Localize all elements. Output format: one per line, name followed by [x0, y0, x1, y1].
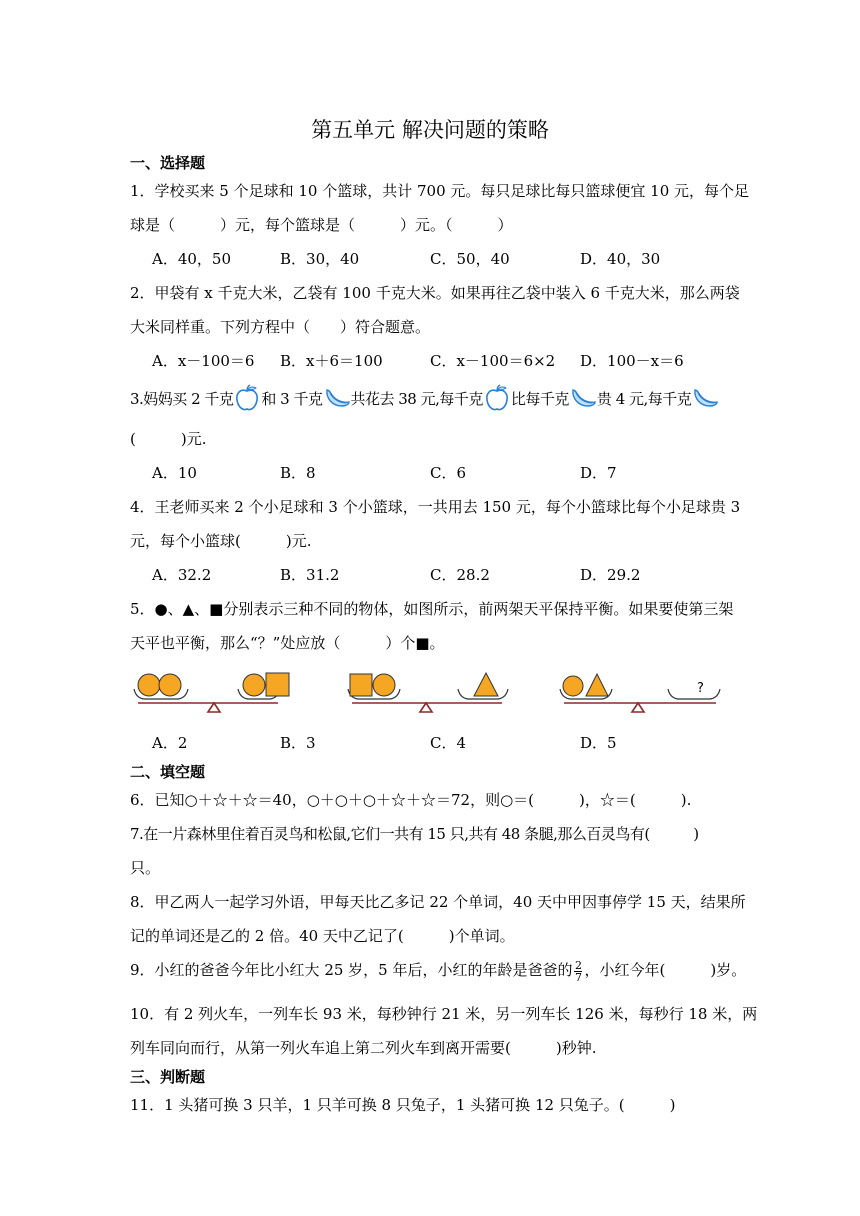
q4-option-d[interactable]: D．29.2: [580, 566, 641, 584]
q10-line1: 10．有 2 列火车，一列车长 93 米，每秒钟行 21 米，另一列车长 126 米，每秒行 18 米，两: [130, 1005, 758, 1023]
q3-option-a[interactable]: A．10: [152, 464, 197, 482]
q5-line1: 5．●、▲、■分别表示三种不同的物体，如图所示，前两架天平保持平衡。如果要使第三架: [130, 600, 734, 618]
q9-text-after: ，小红今年( )岁。: [584, 961, 747, 979]
q5-option-d[interactable]: D．5: [580, 734, 617, 752]
q5-option-a[interactable]: A．2: [152, 734, 188, 752]
q8-line2: 记的单词还是乙的 2 倍。40 天中乙记了( )个单词。: [130, 927, 515, 945]
q3-text-5: 贵 4 元,每千克: [596, 390, 692, 408]
q4-line1: 4．王老师买来 2 个小足球和 3 个小篮球，一共用去 150 元，每个小篮球比每个小足球贵 3: [130, 498, 741, 516]
section-heading-choice: 一、选择题: [130, 154, 206, 172]
q2-line2: 大米同样重。下列方程中（ ）符合题意。: [130, 318, 431, 336]
q3-text-3: 共花去 38 元,每千克: [350, 390, 483, 408]
q2-option-a[interactable]: A．x－100＝6: [152, 352, 255, 370]
q5-option-b[interactable]: B．3: [280, 734, 316, 752]
q8-line1: 8．甲乙两人一起学习外语，甲每天比乙多记 22 个单词，40 天中甲因事停学 15 天，结果所: [130, 893, 746, 911]
q3-option-b[interactable]: B．8: [280, 464, 316, 482]
q7-line2: 只。: [130, 859, 161, 877]
q1-option-a[interactable]: A．40，50: [152, 250, 232, 268]
q4-option-b[interactable]: B．31.2: [280, 566, 340, 584]
q1-line2: 球是（ ）元，每个篮球是（ ）元。（ ）: [130, 216, 513, 234]
q1-option-b[interactable]: B．30，40: [280, 250, 360, 268]
q3-line2: ( )元.: [130, 430, 207, 448]
q10-line2: 列车同向而行，从第一列火车追上第二列火车到离开需要( )秒钟.: [130, 1039, 597, 1057]
apple-icon: [234, 384, 260, 416]
q4-option-a[interactable]: A．32.2: [152, 566, 212, 584]
q5-option-c[interactable]: C．4: [430, 734, 467, 752]
q11-line: 11．1 头猪可换 3 只羊，1 只羊可换 8 只兔子，1 头猪可换 12 只兔子。( ): [130, 1096, 676, 1114]
q5-line2: 天平也平衡，那么“？”处应放（ ）个■。: [130, 634, 445, 652]
q1-option-c[interactable]: C．50，40: [430, 250, 510, 268]
fraction-denominator: 7: [574, 970, 582, 984]
q2-line1: 2．甲袋有 x 千克大米，乙袋有 100 千克大米。如果再往乙袋中装入 6 千克大米，那么两袋: [130, 284, 740, 302]
q2-option-b[interactable]: B．x＋6＝100: [280, 352, 383, 370]
q6-line: 6．已知○＋☆＋☆＝40，○＋○＋○＋☆＋☆＝72，则○＝( )，☆＝( ).: [130, 791, 692, 809]
banana-icon: [570, 386, 596, 414]
section-heading-fill: 二、填空题: [130, 763, 206, 781]
banana-icon: [324, 386, 350, 414]
section-heading-judge: 三、判断题: [130, 1068, 206, 1086]
fraction-numerator: 2: [574, 958, 582, 972]
q3-text-1: 3.妈妈买 2 千克: [130, 390, 234, 408]
q1-line1: 1．学校买来 5 个足球和 10 个篮球，共计 700 元。每只足球比每只篮球便宜 10 元，每个足: [130, 182, 750, 200]
q3-text-4: 比每千克: [510, 390, 569, 408]
fraction: [574, 960, 582, 983]
banana-icon: [692, 386, 718, 414]
question-mark: ?: [697, 681, 704, 696]
q1-option-d[interactable]: D．40，30: [580, 250, 661, 268]
q3-line1: [130, 384, 730, 416]
q3-option-c[interactable]: C．6: [430, 464, 467, 482]
apple-icon: [484, 384, 510, 416]
q4-line2: 元，每个小篮球( )元.: [130, 532, 312, 550]
q3-text-2: 和 3 千克: [261, 390, 323, 408]
balance-scale-1: [130, 665, 290, 717]
q9-text-before: 9．小红的爸爸今年比小红大 25 岁，5 年后，小红的年龄是爸爸的: [130, 961, 573, 979]
page-title: 第五单元 解决问题的策略: [311, 118, 549, 142]
q4-option-c[interactable]: C．28.2: [430, 566, 490, 584]
q9-line: [130, 958, 747, 984]
q7-line1: 7.在一片森林里住着百灵鸟和松鼠,它们一共有 15 只,共有 48 条腿,那么百灵鸟有( ): [130, 825, 699, 843]
balance-scale-2: [344, 665, 514, 717]
q2-option-d[interactable]: D．100－x＝6: [580, 352, 684, 370]
balance-scale-3: [556, 665, 724, 717]
q2-option-c[interactable]: C．x－100＝6×2: [430, 352, 556, 370]
q3-option-d[interactable]: D．7: [580, 464, 617, 482]
